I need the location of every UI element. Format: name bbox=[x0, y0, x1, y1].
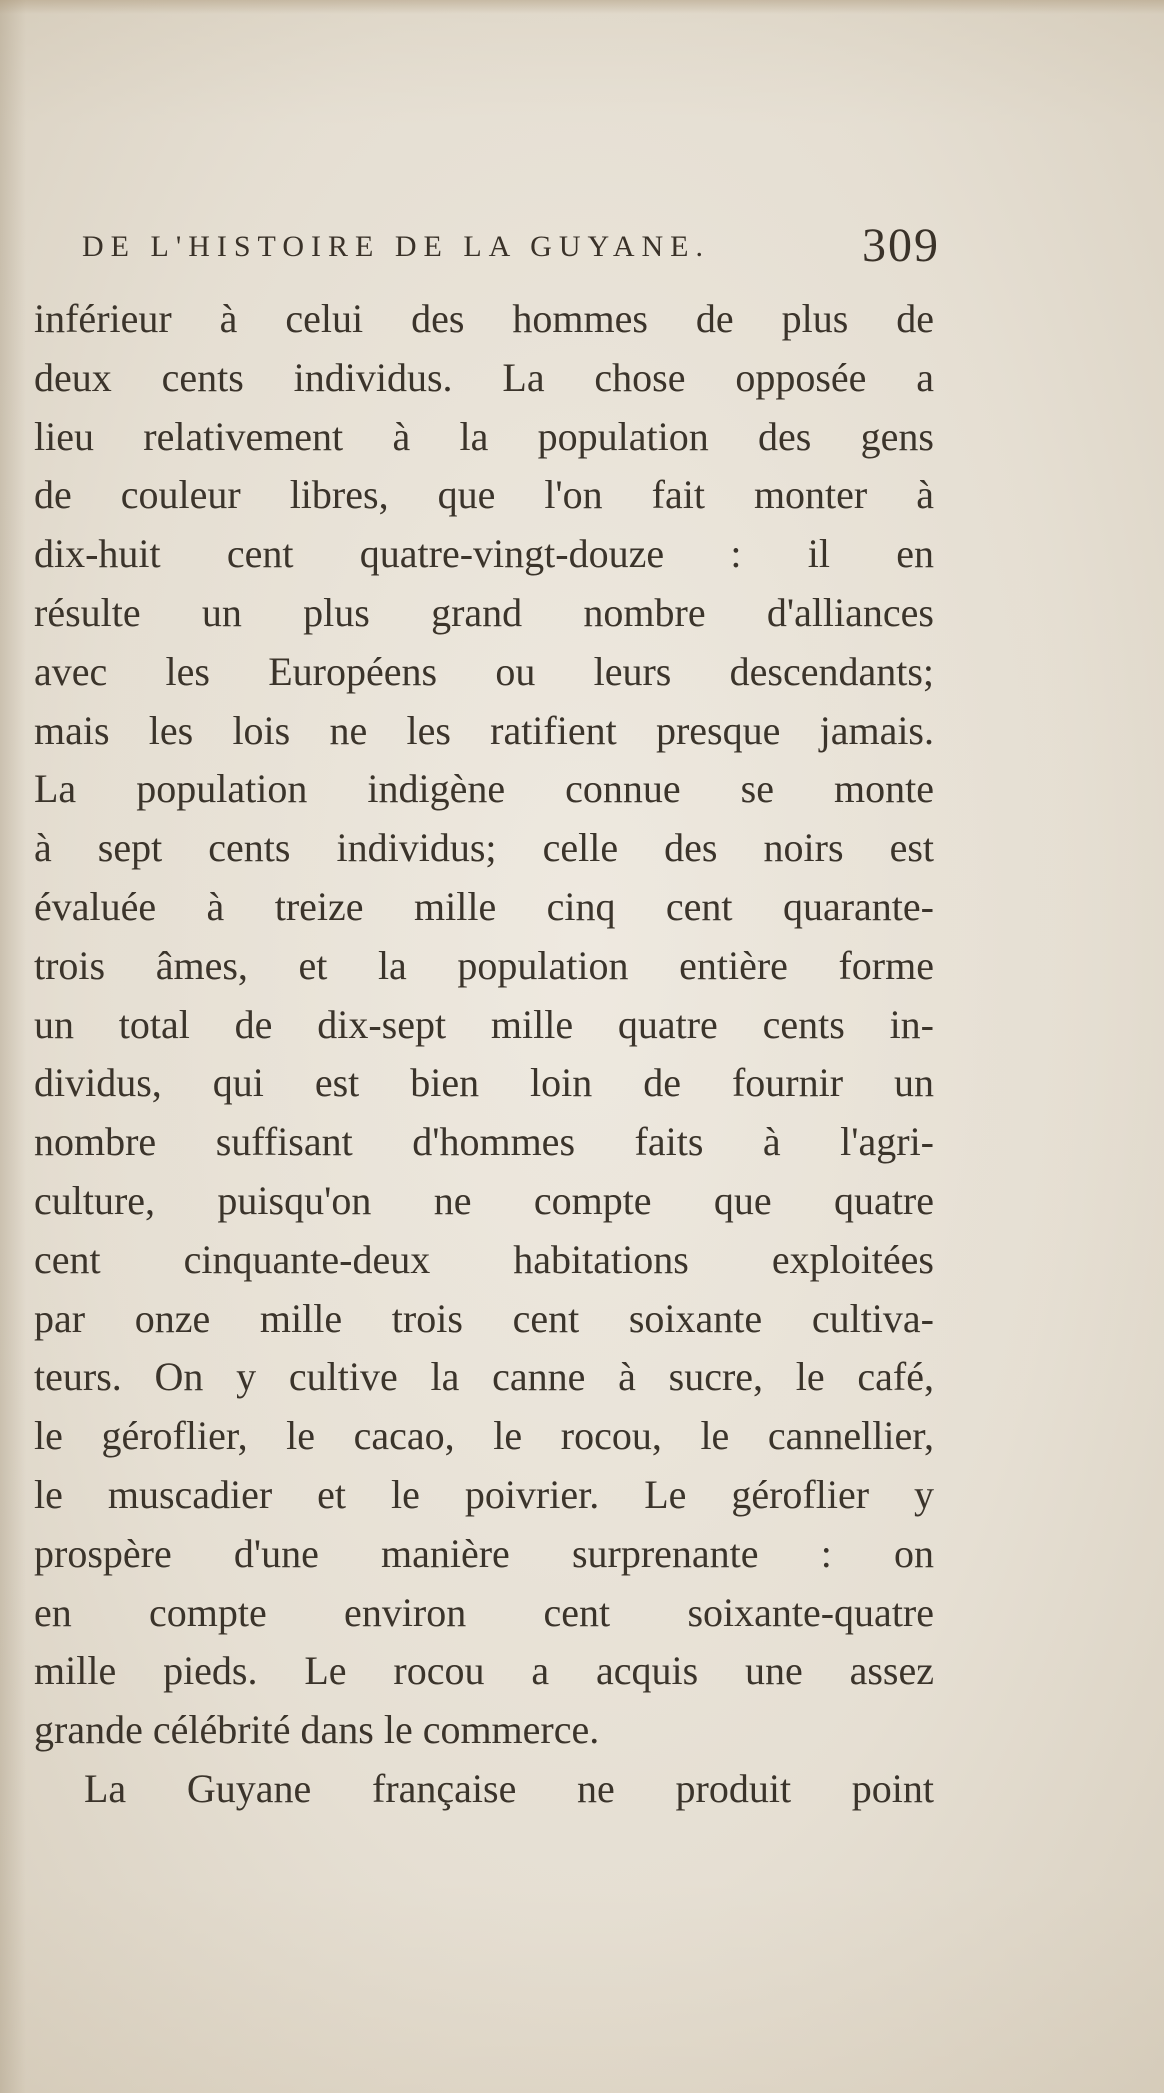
text-line: en compte environ cent soixante-quatre bbox=[34, 1589, 934, 1635]
text-line: un total de dix-sept mille quatre cents in- bbox=[34, 1001, 934, 1047]
text-line: à sept cents individus; celle des noirs est bbox=[34, 825, 934, 871]
running-title: DE L'HISTOIRE DE LA GUYANE. bbox=[82, 230, 710, 263]
text-line: mille pieds. Le rocou a acquis une assez bbox=[34, 1648, 934, 1694]
text-line: de couleur libres, que l'on fait monter à bbox=[34, 472, 934, 518]
text-line: évaluée à treize mille cinq cent quarante- bbox=[34, 883, 934, 929]
text-line: mais les lois ne les ratifient presque jamais. bbox=[34, 707, 934, 753]
text-line: La population indigène connue se monte bbox=[34, 766, 934, 812]
text-line: culture, puisqu'on ne compte que quatre bbox=[34, 1177, 934, 1223]
text-line: lieu relativement à la population des gens bbox=[34, 413, 934, 459]
paragraph-start-line: La Guyane française ne produit point bbox=[84, 1765, 934, 1811]
text-line: nombre suffisant d'hommes faits à l'agri- bbox=[34, 1119, 934, 1165]
text-line: cent cinquante-deux habitations exploitées bbox=[34, 1236, 934, 1282]
text-line: deux cents individus. La chose opposée a bbox=[34, 354, 934, 400]
text-line: teurs. On y cultive la canne à sucre, le café, bbox=[34, 1354, 934, 1400]
text-line: inférieur à celui des hommes de plus de bbox=[34, 296, 934, 341]
body-text bbox=[34, 290, 934, 1819]
text-line: dix-huit cent quatre-vingt-douze : il en bbox=[34, 531, 934, 577]
text-line: le muscadier et le poivrier. Le géroflier y bbox=[34, 1471, 934, 1517]
paragraph-end-line: grande célébrité dans le commerce. bbox=[34, 1707, 600, 1753]
running-head bbox=[82, 218, 940, 278]
text-line: par onze mille trois cent soixante cultiva- bbox=[34, 1295, 934, 1341]
text-line: dividus, qui est bien loin de fournir un bbox=[34, 1060, 934, 1106]
text-line: trois âmes, et la population entière forme bbox=[34, 942, 934, 988]
text-line: résulte un plus grand nombre d'alliances bbox=[34, 589, 934, 635]
text-line: prospère d'une manière surprenante : on bbox=[34, 1530, 934, 1576]
page-number: 309 bbox=[862, 219, 940, 272]
text-line: le géroflier, le cacao, le rocou, le cannellier, bbox=[34, 1413, 934, 1459]
text-line: avec les Européens ou leurs descendants; bbox=[34, 648, 934, 694]
